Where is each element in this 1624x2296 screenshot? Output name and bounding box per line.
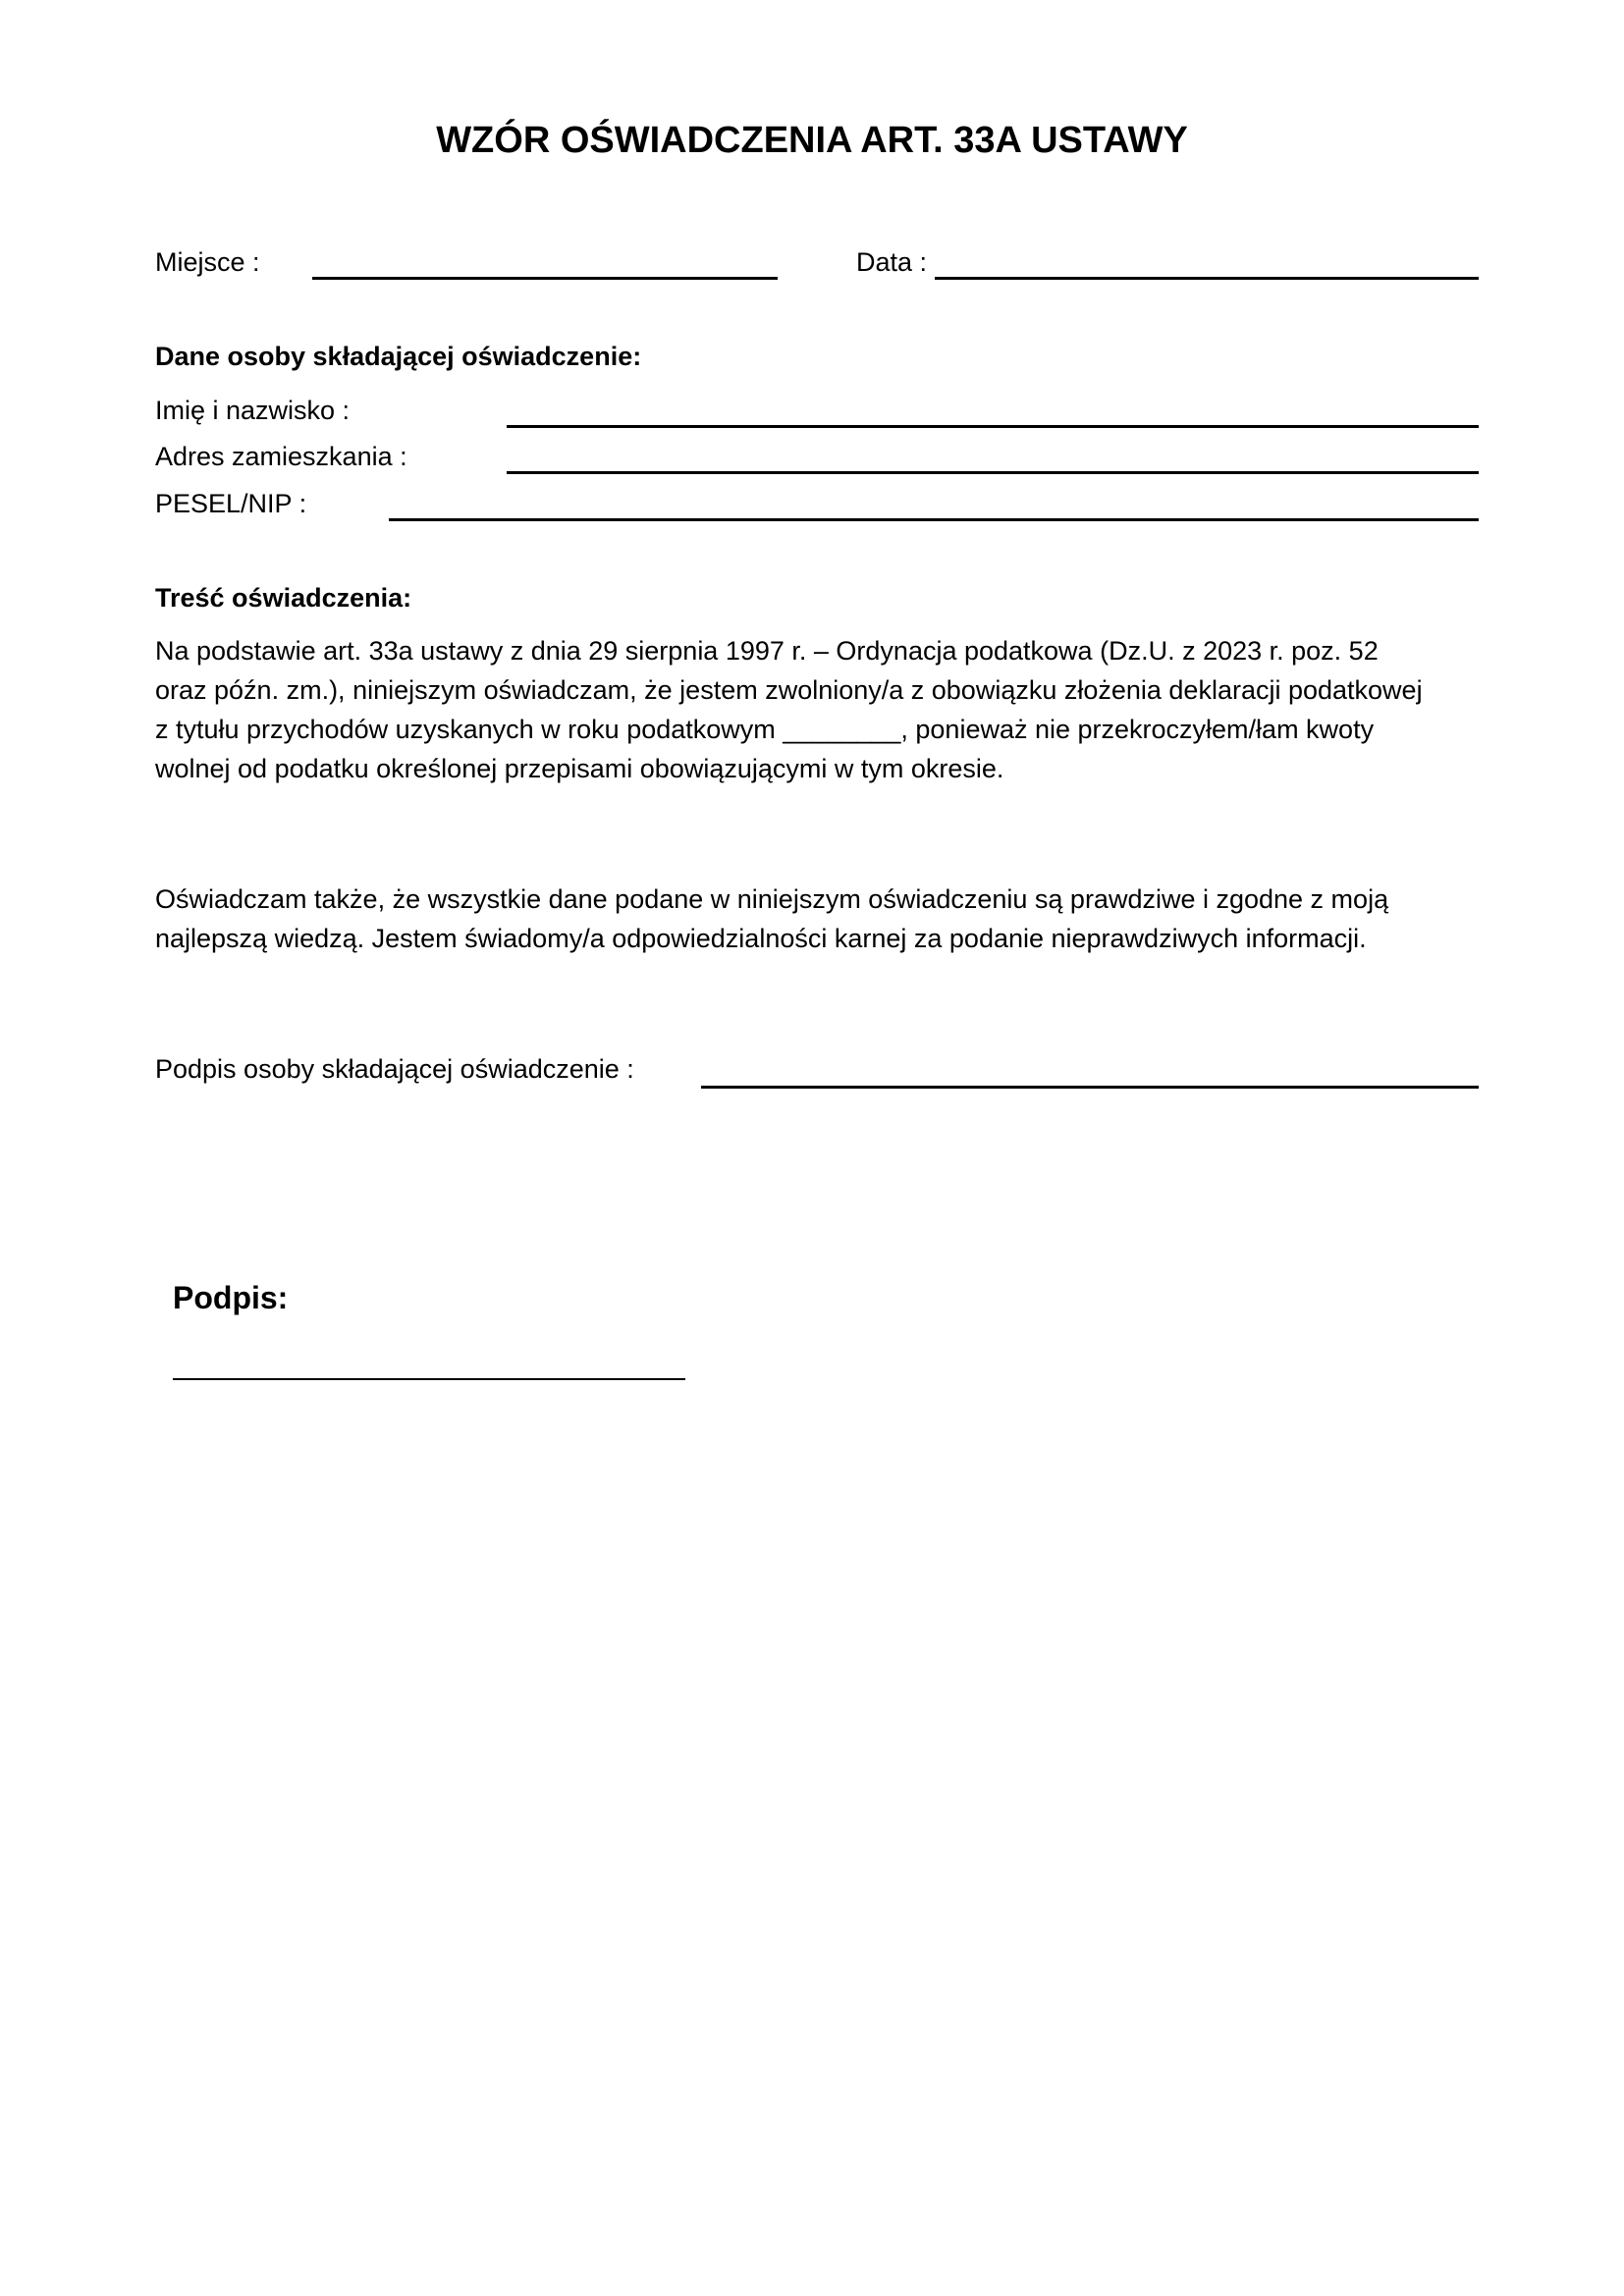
declaration-paragraph bbox=[155, 631, 1490, 788]
paragraph-line: z tytułu przychodów uzyskanych w roku podatkowym ________, ponieważ nie przekroczyłem/łam kwoty bbox=[155, 715, 1375, 744]
content-section-heading: Treść oświadczenia: bbox=[155, 583, 412, 613]
signature-heading: Podpis: bbox=[173, 1280, 289, 1315]
paragraph-line: najlepszą wiedzą. Jestem świadomy/a odpowiedzialności karnej za podanie nieprawdziwych informacji. bbox=[155, 924, 1367, 953]
signature-label: Podpis osoby składającej oświadczenie : bbox=[155, 1054, 634, 1084]
place-field-line[interactable] bbox=[312, 277, 778, 280]
signature-field-line[interactable] bbox=[701, 1086, 1479, 1089]
paragraph-line: Na podstawie art. 33a ustawy z dnia 29 sierpnia 1997 r. – Ordynacja podatkowa (Dz.U. z 2023 r. poz. 52 bbox=[155, 636, 1379, 666]
pesel-label: PESEL/NIP : bbox=[155, 489, 307, 518]
paragraph-line: Oświadczam także, że wszystkie dane podane w niniejszym oświadczeniu są prawdziwe i zgodne z moją bbox=[155, 884, 1389, 914]
address-label: Adres zamieszkania : bbox=[155, 442, 407, 471]
date-field-line[interactable] bbox=[935, 277, 1479, 280]
person-section-heading: Dane osoby składającej oświadczenie: bbox=[155, 342, 642, 371]
place-label: Miejsce : bbox=[155, 247, 260, 277]
truthfulness-paragraph bbox=[155, 880, 1490, 958]
signature-line[interactable] bbox=[173, 1378, 685, 1380]
address-field-line[interactable] bbox=[507, 471, 1479, 474]
page-title: WZÓR OŚWIADCZENIA ART. 33A USTAWY bbox=[436, 120, 1188, 161]
pesel-field-line[interactable] bbox=[389, 518, 1479, 521]
paragraph-line: oraz późn. zm.), niniejszym oświadczam, że jestem zwolniony/a z obowiązku złożenia deklaracji podatkowej bbox=[155, 675, 1423, 705]
name-field-line[interactable] bbox=[507, 425, 1479, 428]
paragraph-line: wolnej od podatku określonej przepisami obowiązującymi w tym okresie. bbox=[155, 754, 1004, 783]
date-label: Data : bbox=[856, 247, 928, 277]
name-label: Imię i nazwisko : bbox=[155, 396, 351, 425]
